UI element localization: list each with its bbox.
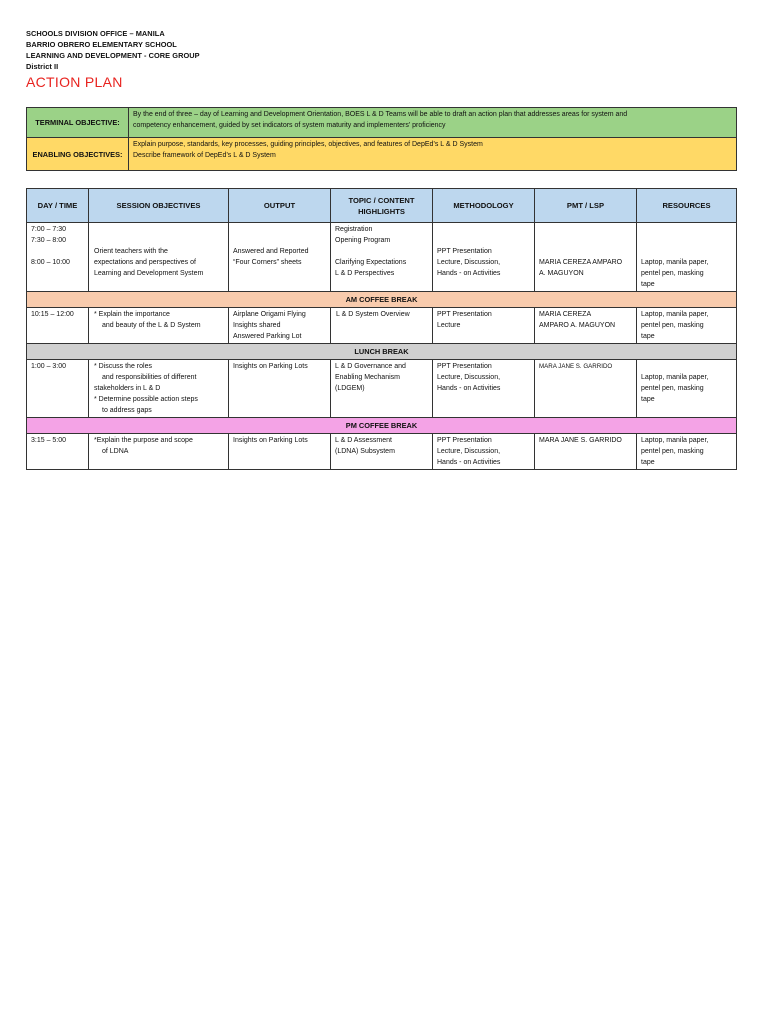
output-cell [229,360,331,418]
output-cell [229,223,331,292]
resources-cell [637,308,737,344]
methodology-line: PPT Presentation [437,248,492,255]
enabling-objectives-text [129,138,737,171]
topic-cell [331,360,433,418]
pmt-cell [535,308,637,344]
terminal-objective-text [129,108,737,138]
topic-line: (LDGEM) [335,385,365,392]
resources-line: tape [641,396,655,403]
objective-line: and responsibilities of different [102,374,197,381]
resources-cell [637,434,737,470]
resources-line: tape [641,333,655,340]
header-line: SCHOOLS DIVISION OFFICE – MANILA [26,29,165,38]
topic-line: Registration [335,226,373,233]
time-cell [27,360,89,418]
resources-cell [637,360,737,418]
pmt-line: A. MAGUYON [539,270,584,277]
terminal-objective-line: competency enhancement, guided by set indicators of system maturity and implementers’ proficiency [133,122,446,129]
pmt-line: AMPARO A. MAGUYON [539,322,616,329]
time-line: 1:00 – 3:00 [31,363,67,370]
methodology-line: PPT Presentation [437,311,492,318]
time-line: 7:30 – 8:00 [31,237,67,244]
methodology-line: PPT Presentation [437,437,492,444]
am-coffee-break-label: AM COFFEE BREAK [27,292,737,308]
output-line: Answered Parking Lot [233,333,302,340]
objective-line: expectations and perspectives of [94,259,196,266]
methodology-line: Lecture [437,322,461,329]
topic-line: L & D Governance and [335,363,406,370]
enabling-objective-line: Explain purpose, standards, key processes, guiding principles, objectives, and features of DepEd’s L & D System [133,141,483,148]
output-line: Insights on Parking Lots [233,437,308,444]
methodology-line: Lecture, Discussion, [437,448,501,455]
resources-line: tape [641,459,655,466]
topic-line: Enabling Mechanism [335,374,400,381]
resources-line: pentel pen, masking [641,270,704,277]
pmt-cell [535,223,637,292]
session-objectives-cell [89,308,229,344]
time-cell [27,308,89,344]
table-row [27,308,737,344]
header-line: BARRIO OBRERO ELEMENTARY SCHOOL [26,40,177,49]
time-line: 8:00 – 10:00 [31,259,70,266]
enabling-objective-line: Describe framework of DepEd’s L & D System [133,152,276,159]
enabling-objectives-label: ENABLING OBJECTIVES: [27,138,129,171]
pmt-cell [535,360,637,418]
resources-line: Laptop, manila paper, [641,311,709,318]
output-line: Insights on Parking Lots [233,363,308,370]
objective-line: of LDNA [102,448,129,455]
document-page [26,28,736,470]
time-cell [27,223,89,292]
topic-line: L & D Perspectives [335,270,395,277]
methodology-line: Hands - on Activities [437,459,501,466]
schedule-header-row [27,189,737,223]
resources-line: pentel pen, masking [641,385,704,392]
pmt-cell [535,434,637,470]
objective-line: and beauty of the L & D System [102,322,201,329]
pmt-line: MARIA CEREZA AMPARO [539,259,623,266]
objective-line: Learning and Development System [94,270,204,277]
session-objectives-cell [89,434,229,470]
topic-line: L & D Assessment [335,437,392,444]
terminal-objective-row [27,108,737,138]
header-line: District II [26,62,59,71]
enabling-objectives-row [27,138,737,171]
session-objectives-cell [89,360,229,418]
pm-coffee-break-label: PM COFFEE BREAK [27,418,737,434]
output-line: Insights shared [233,322,281,329]
column-header-pmt-lsp: PMT / LSP [535,189,637,223]
objective-line: to address gaps [102,407,152,414]
topic-cell [331,308,433,344]
am-coffee-break-row [27,292,737,308]
pm-coffee-break-row [27,418,737,434]
output-cell [229,434,331,470]
topic-line: (LDNA) Subsystem [335,448,395,455]
objectives-table [26,107,737,171]
column-header-topic: TOPIC / CONTENT HIGHLIGHTS [331,189,433,223]
lunch-break-label: LUNCH BREAK [27,344,737,360]
methodology-cell [433,223,535,292]
objective-line: *Explain the purpose and scope [94,437,193,444]
methodology-cell [433,308,535,344]
time-line: 7:00 – 7:30 [31,226,67,233]
column-header-resources: RESOURCES [637,189,737,223]
resources-line: Laptop, manila paper, [641,437,709,444]
column-header-day-time: DAY / TIME [27,189,89,223]
column-header-methodology: METHODOLOGY [433,189,535,223]
methodology-cell [433,434,535,470]
objective-line: * Explain the importance [94,311,170,318]
output-cell [229,308,331,344]
topic-line: Opening Program [335,237,391,244]
methodology-line: Lecture, Discussion, [437,259,501,266]
session-objectives-cell [89,223,229,292]
table-row [27,223,737,292]
topic-cell [331,434,433,470]
time-cell [27,434,89,470]
methodology-line: Hands - on Activities [437,385,501,392]
table-row [27,434,737,470]
pmt-line: MARIA CEREZA [539,311,592,318]
topic-line: L & D System Overview [336,311,410,318]
terminal-objective-label: TERMINAL OBJECTIVE: [27,108,129,138]
pmt-line: MARA JANE S. GARRIDO [539,363,613,370]
page-title: ACTION PLAN [26,74,123,90]
column-header-output: OUTPUT [229,189,331,223]
topic-line: Clarifying Expectations [335,259,407,266]
methodology-line: Lecture, Discussion, [437,374,501,381]
resources-line: pentel pen, masking [641,322,704,329]
pmt-line: MARA JANE S. GARRIDO [539,437,622,444]
objective-line: Orient teachers with the [94,248,168,255]
methodology-cell [433,360,535,418]
header-line: LEARNING AND DEVELOPMENT - CORE GROUP [26,51,200,60]
resources-line: Laptop, manila paper, [641,259,709,266]
objective-line: * Determine possible action steps [94,396,198,403]
resources-line: pentel pen, masking [641,448,704,455]
terminal-objective-line: By the end of three – day of Learning and Development Orientation, BOES L & D Teams will be able to draft an action plan that addresses areas for system and [133,111,628,118]
topic-cell [331,223,433,292]
lunch-break-row [27,344,737,360]
methodology-line: Hands - on Activities [437,270,501,277]
schedule-table [26,188,737,470]
table-row [27,360,737,418]
output-line: “Four Corners” sheets [233,259,302,266]
column-header-session-objectives: SESSION OBJECTIVES [89,189,229,223]
output-line: Answered and Reported [233,248,309,255]
time-line: 10:15 – 12:00 [31,311,74,318]
output-line: Airplane Origami Flying [233,311,306,318]
objective-line: * Discuss the roles [94,363,152,370]
resources-line: Laptop, manila paper, [641,374,709,381]
objective-line: stakeholders in L & D [94,385,161,392]
resources-cell [637,223,737,292]
resources-line: tape [641,281,655,288]
methodology-line: PPT Presentation [437,363,492,370]
document-header [26,28,736,91]
time-line: 3:15 – 5:00 [31,437,67,444]
